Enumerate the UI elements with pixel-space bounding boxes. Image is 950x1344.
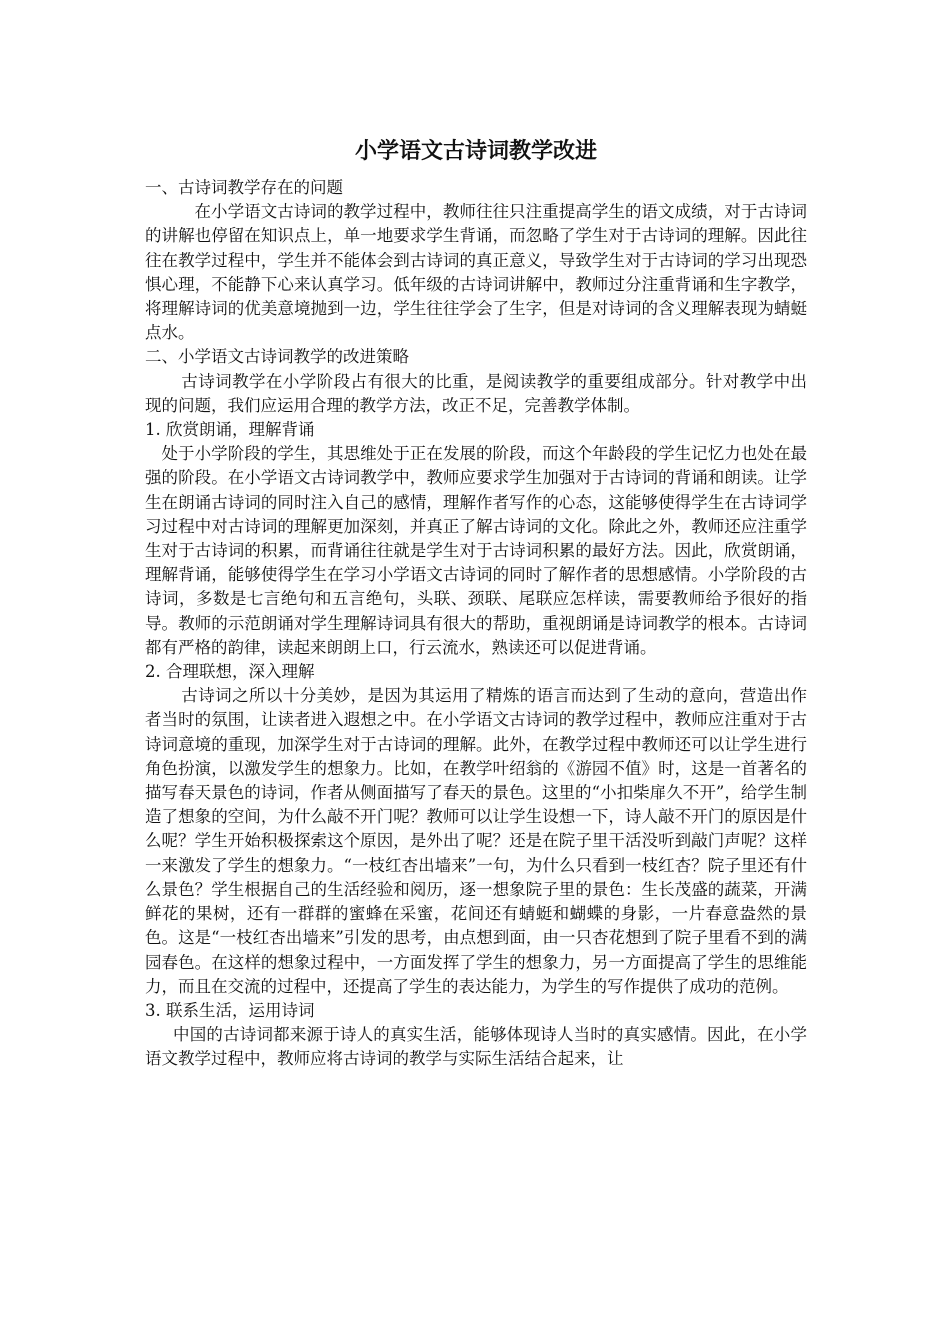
section-heading-strategies: 二、小学语文古诗词教学的改进策略 [145,347,409,367]
document-title: 小学语文古诗词教学改进 [354,139,597,164]
section-heading-recitation: 1. 欣赏朗诵，理解背诵 [145,420,315,440]
section-paragraph-strategies: 古诗词教学在小学阶段占有很大的比重，是阅读教学的重要组成部分。针对教学中出现的问题，我们应运用合理的教学方法，改正不足，完善教学体制。 [145,371,807,415]
section-heading-life: 3. 联系生活，运用诗词 [145,1000,315,1020]
section-paragraph-imagination: 古诗词之所以十分美妙，是因为其运用了精炼的语言而达到了生动的意向，营造出作者当时的氛围，让读者进入遐想之中。在小学语文古诗词的教学过程中，教师应注重对于古诗词意境的重现，加深学生对于古诗词的理解。此外，在教学过程中教师还可以让学生进行角色扮演，以激发学生的想象力。比如，在教学叶绍翁的《游园不值》时，这是一首著名的描写春天景色的诗词，作者从侧面描写了春天的景色。这里的“小扣柴扉久不开”，给学生制造了想象的空间，为什么敲不开门呢？教师可以让学生设想一下，诗人敲不开门的原因是什么呢？学生开始积极探索这个原因，是外出了呢？还是在院子里干活没听到敲门声呢？这样一来激发了学生的想象力。“一枝红杏出墙来”一句，为什么只看到一枝红杏？院子里还有什么景色？学生根据自己的生活经验和阅历，逐一想象院子里的景色：生长茂盛的蔬菜，开满鲜花的果树，还有一群群的蜜蜂在采蜜，花间还有蜻蜓和蝴蝶的身影，一片春意盎然的景色。这是“一枝红杏出墙来”引发的思考，由点想到面，由一只杏花想到了院子里看不到的满园春色。在这样的想象过程中，一方面发挥了学生的想象力，另一方面提高了学生的思维能力，而且在交流的过程中，还提高了学生的表达能力，为学生的写作提供了成功的范例。 [145,686,807,996]
section-heading-imagination: 2. 合理联想，深入理解 [145,662,315,682]
section-heading-problems: 一、古诗词教学存在的问题 [145,178,343,197]
section-paragraph-recitation: 处于小学阶段的学生，其思维处于正在发展的阶段，而这个年龄段的学生记忆力也处在最强的阶段。在小学语文古诗词教学中，教师应要求学生加强对于古诗词的背诵和朗读。让学生在朗诵古诗词的同时注入自己的感情，理解作者写作的心态，这能够使得学生在古诗词学习过程中对古诗词的理解更加深刻，并真正了解古诗词的文化。除此之外，教师还应注重学生对于古诗词的积累，而背诵往往就是学生对于古诗词积累的最好方法。因此，欣赏朗诵，理解背诵，能够使得学生在学习小学语文古诗词的同时了解作者的思想感情。小学阶段的古诗词，多数是七言绝句和五言绝句，头联、颈联、尾联应怎样读，需要教师给予很好的指导。教师的示范朗诵对学生理解诗词具有很大的帮助，重视朗诵是诗词教学的根本。古诗词都有严格的韵律，读起来朗朗上口，行云流水，熟读还可以促进背诵。 [145,444,807,657]
document-body [145,132,807,1072]
section-paragraph-problems: 在小学语文古诗词的教学过程中，教师往往只注重提高学生的语文成绩，对于古诗词的讲解也停留在知识点上，单一地要求学生背诵，而忽略了学生对于古诗词的理解。因此往往在教学过程中，学生并不能体会到古诗词的真正意义，导致学生对于古诗词的学习出现恐惧心理，不能静下心来认真学习。低年级的古诗词讲解中，教师过分注重背诵和生字教学，将理解诗词的优美意境抛到一边，学生往往学会了生字，但是对诗词的含义理解表现为蜻蜓点水。 [145,202,807,343]
section-paragraph-life: 中国的古诗词都来源于诗人的真实生活，能够体现诗人当时的真实感情。因此，在小学语文教学过程中，教师应将古诗词的教学与实际生活结合起来，让 [145,1025,807,1069]
